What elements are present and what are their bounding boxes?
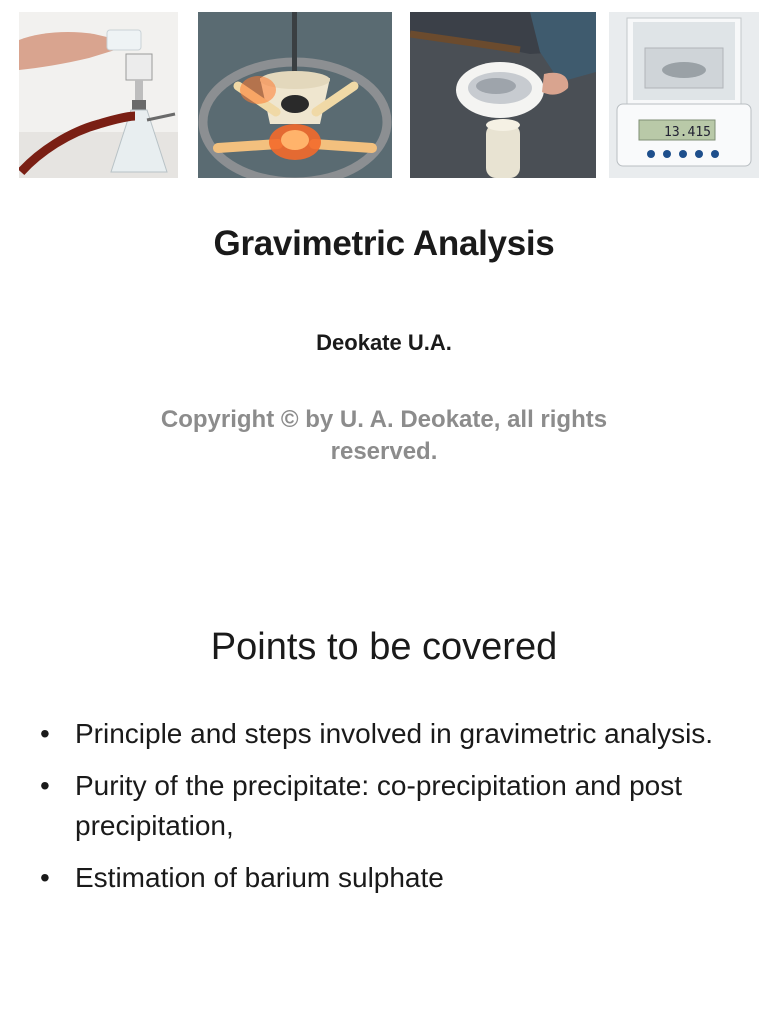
bullet-text: Estimation of barium sulphate (75, 862, 444, 893)
bullet-dot: • (40, 718, 50, 749)
author-name: Deokate U.A. (316, 330, 452, 355)
title-slide (0, 0, 768, 500)
content-slide (0, 560, 768, 1024)
bullet-text: Purity of the precipitate: co-precipitation and post precipitation, (75, 770, 683, 841)
bullet-list (40, 714, 740, 910)
analytical-balance-photo (609, 12, 759, 178)
balance-display-reading: 13.415 (664, 125, 711, 140)
bullet-item (40, 766, 740, 846)
bullet-text: Principle and steps involved in gravimetric analysis. (75, 718, 714, 749)
filtration-flask-photo (19, 12, 178, 178)
bullet-item (40, 858, 740, 898)
copyright-notice: Copyright © by U. A. Deokate, all rights reserved. (160, 406, 608, 465)
bullet-item (40, 714, 740, 754)
crucible-burner-photo (198, 12, 392, 178)
bullet-dot: • (40, 770, 50, 801)
slide-title: Gravimetric Analysis (213, 224, 555, 263)
slide-heading: Points to be covered (210, 626, 558, 668)
precipitate-dish-photo (410, 12, 596, 178)
bullet-dot: • (40, 862, 50, 893)
